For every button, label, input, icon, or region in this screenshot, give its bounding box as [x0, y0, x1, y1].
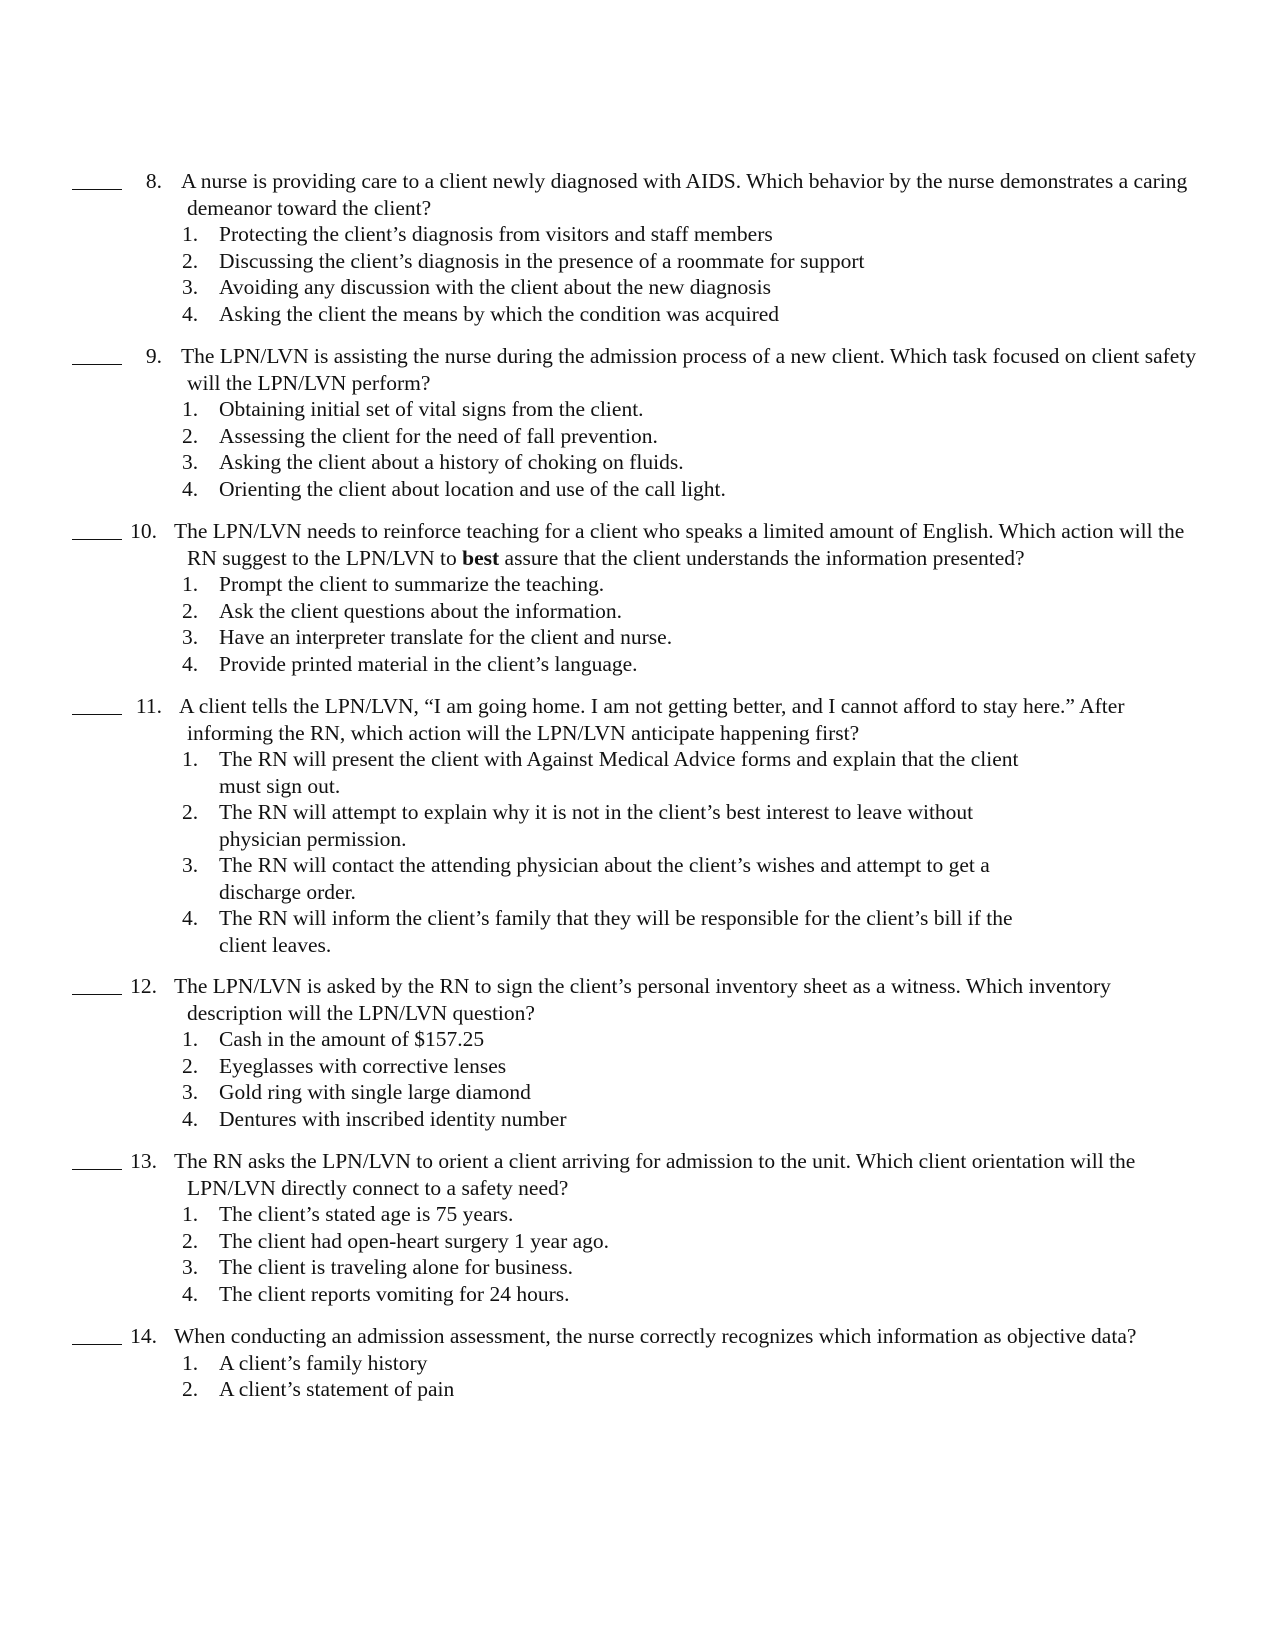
answer-options [0, 1026, 1275, 1132]
option-number: 3. [182, 1255, 199, 1279]
option-text: A client’s family history [219, 1350, 428, 1375]
option-number: 3. [182, 853, 199, 877]
option-number: 4. [182, 1281, 199, 1306]
answer-option [182, 1350, 1039, 1377]
question-number: 9. [145, 344, 162, 368]
answer-option [182, 396, 1039, 423]
option-number: 2. [182, 248, 199, 273]
answer-option [182, 476, 1039, 503]
option-number: 3. [182, 1080, 199, 1104]
question-number: 11. [135, 694, 162, 718]
option-text: Avoiding any discussion with the client about the new diagnosis [219, 275, 771, 299]
option-number: 1. [182, 572, 199, 596]
option-number: 1. [182, 747, 199, 771]
option-text: Prompt the client to summarize the teaching. [219, 572, 605, 596]
question-13 [0, 1148, 1275, 1307]
option-text: Asking the client about a history of choking on fluids. [219, 450, 684, 474]
option-text: The RN will contact the attending physician about the client’s wishes and attempt to get a discharge order. [219, 853, 990, 904]
option-text: The RN will inform the client’s family that they will be responsible for the client’s bill if the client leaves. [219, 906, 1013, 957]
question-text: The LPN/LVN is assisting the nurse during the admission process of a new client. Which task focused on client safety will the LPN/LVN perform? [181, 344, 1197, 395]
answer-option [182, 746, 1039, 799]
question-stem [174, 518, 1197, 571]
option-number: 3. [182, 450, 199, 474]
question-text: The LPN/LVN is asked by the RN to sign the client’s personal inventory sheet as a witness. Which inventory description will the LPN/LVN question? [174, 974, 1111, 1025]
answer-option [182, 651, 1039, 678]
answer-option [182, 301, 1039, 328]
option-text: Ask the client questions about the information. [219, 598, 623, 623]
option-number: 1. [182, 1027, 199, 1051]
option-number: 2. [182, 1053, 199, 1078]
option-number: 4. [182, 906, 199, 930]
answer-options [0, 746, 1275, 958]
option-text: The client had open-heart surgery 1 year ago. [219, 1228, 610, 1253]
answer-option [182, 1079, 1039, 1106]
option-number: 4. [182, 1106, 199, 1131]
option-text: The RN will attempt to explain why it is not in the client’s best interest to leave without physician permission. [219, 800, 974, 851]
option-text: Have an interpreter translate for the client and nurse. [219, 625, 673, 649]
question-11 [0, 693, 1275, 958]
question-number: 13. [130, 1149, 157, 1173]
option-text: Obtaining initial set of vital signs from the client. [219, 397, 644, 421]
option-text: The client’s stated age is 75 years. [219, 1202, 514, 1226]
question-number: 10. [130, 519, 157, 543]
answer-option [182, 852, 1039, 905]
option-number: 2. [182, 423, 199, 448]
answer-option [182, 1376, 1039, 1403]
option-text: Cash in the amount of $157.25 [219, 1027, 485, 1051]
option-number: 2. [182, 598, 199, 623]
option-number: 2. [182, 1228, 199, 1253]
question-stem [174, 1148, 1197, 1201]
answer-options [0, 221, 1275, 327]
option-number: 1. [182, 1350, 199, 1375]
option-text: The client is traveling alone for business. [219, 1255, 574, 1279]
answer-option [182, 423, 1039, 450]
answer-options [0, 571, 1275, 677]
answer-option [182, 624, 1039, 651]
option-text: Asking the client the means by which the condition was acquired [219, 301, 780, 326]
option-text: Dentures with inscribed identity number [219, 1106, 567, 1131]
option-text: Assessing the client for the need of fall prevention. [219, 423, 658, 448]
answer-options [0, 1350, 1275, 1403]
question-text: The RN asks the LPN/LVN to orient a client arriving for admission to the unit. Which client orientation will the LPN/LVN directly connect to a safety need? [174, 1149, 1136, 1200]
answer-options [0, 396, 1275, 502]
answer-option [182, 248, 1039, 275]
option-number: 4. [182, 651, 199, 676]
answer-options [0, 1201, 1275, 1307]
question-8 [0, 168, 1275, 327]
option-number: 3. [182, 275, 199, 299]
question-14 [0, 1323, 1275, 1403]
question-text: The LPN/LVN needs to reinforce teaching for a client who speaks a limited amount of English. Which action will the RN suggest to the LPN/LVN to [174, 519, 1185, 570]
option-text: Provide printed material in the client’s language. [219, 651, 638, 676]
question-stem [174, 1323, 1197, 1350]
answer-option [182, 905, 1039, 958]
question-text: A client tells the LPN/LVN, “I am going home. I am not getting better, and I cannot afford to stay here.” After informing the RN, which action will the LPN/LVN anticipate happening first? [179, 694, 1125, 745]
question-stem [174, 973, 1197, 1026]
answer-option [182, 1106, 1039, 1133]
option-text: Discussing the client’s diagnosis in the presence of a roommate for support [219, 248, 865, 273]
answer-option [182, 1281, 1039, 1308]
answer-option [182, 221, 1039, 248]
question-12 [0, 973, 1275, 1132]
answer-option [182, 799, 1039, 852]
question-9 [0, 343, 1275, 502]
option-text: A client’s statement of pain [219, 1377, 455, 1401]
option-number: 1. [182, 222, 199, 246]
question-text-continued: assure that the client understands the information presented? [499, 545, 1025, 570]
option-text: Gold ring with single large diamond [219, 1080, 531, 1104]
question-number: 14. [130, 1324, 157, 1348]
option-number: 1. [182, 1202, 199, 1226]
option-number: 2. [182, 800, 199, 824]
question-text: A nurse is providing care to a client newly diagnosed with AIDS. Which behavior by the nurse demonstrates a caring demeanor toward the client? [181, 169, 1188, 220]
question-10 [0, 518, 1275, 677]
option-number: 2. [182, 1377, 199, 1401]
option-number: 4. [182, 301, 199, 326]
option-text: Eyeglasses with corrective lenses [219, 1053, 507, 1078]
question-number: 8. [145, 169, 162, 193]
question-stem [179, 693, 1197, 746]
answer-option [182, 449, 1039, 476]
answer-option [182, 1254, 1039, 1281]
answer-option [182, 1201, 1039, 1228]
option-text: The RN will present the client with Against Medical Advice forms and explain that the client must sign out. [219, 747, 1019, 798]
answer-option [182, 1228, 1039, 1255]
question-stem [181, 343, 1197, 396]
question-text: When conducting an admission assessment, the nurse correctly recognizes which information as objective data? [174, 1324, 1137, 1348]
option-text: Orienting the client about location and use of the call light. [219, 476, 726, 501]
answer-option [182, 274, 1039, 301]
question-number: 12. [130, 974, 157, 998]
option-number: 4. [182, 476, 199, 501]
answer-option [182, 598, 1039, 625]
option-number: 1. [182, 397, 199, 421]
question-emphasis: best [462, 545, 500, 570]
answer-option [182, 1026, 1039, 1053]
option-number: 3. [182, 625, 199, 649]
question-stem [181, 168, 1197, 221]
option-text: Protecting the client’s diagnosis from visitors and staff members [219, 222, 773, 246]
answer-option [182, 1053, 1039, 1080]
option-text: The client reports vomiting for 24 hours. [219, 1281, 570, 1306]
answer-option [182, 571, 1039, 598]
